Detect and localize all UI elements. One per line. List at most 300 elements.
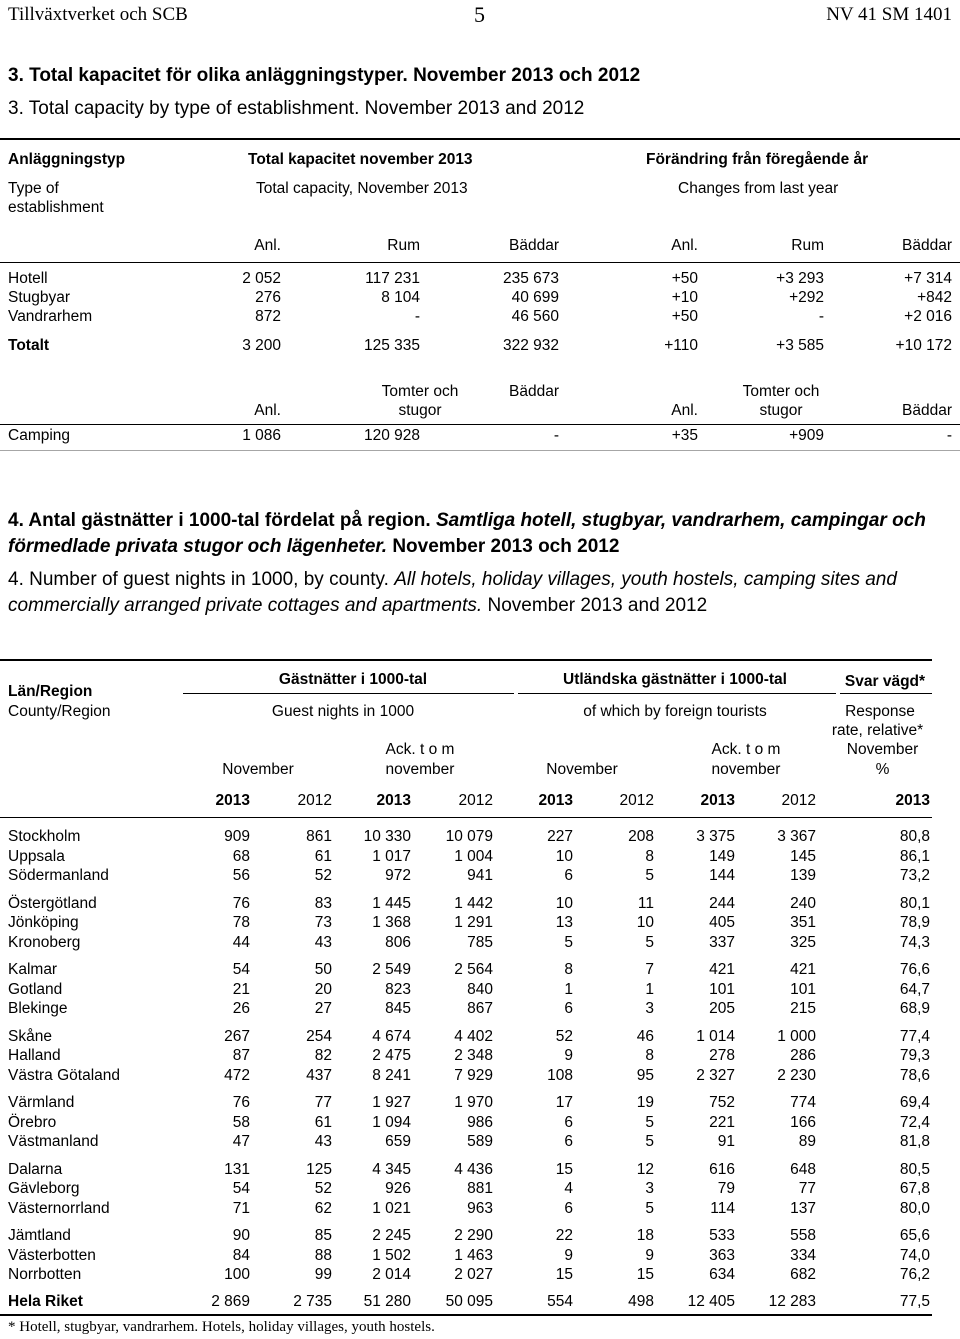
cell: 87 (232, 1047, 250, 1064)
cell: 659 (385, 1133, 411, 1150)
cell: 845 (385, 1000, 411, 1017)
cell: 21 (232, 980, 250, 998)
cell: 84 (232, 1246, 250, 1264)
cell: 941 (467, 867, 493, 884)
row-label: Totalt (8, 337, 50, 354)
cell: - (553, 427, 559, 444)
cell: - (818, 308, 824, 325)
cell: 61 (314, 847, 332, 865)
cell: 1 021 (372, 1199, 411, 1217)
cell: +10 172 (895, 337, 952, 354)
cell: 1 086 (242, 427, 281, 444)
table3-top-rule (0, 138, 960, 140)
table-row (0, 1180, 960, 1200)
cell: 3 (645, 1180, 654, 1197)
cell: 10 079 (445, 828, 493, 845)
row-label: Södermanland (8, 867, 109, 884)
cell: 235 673 (502, 270, 559, 287)
table-row (0, 308, 960, 328)
total-row (0, 337, 960, 357)
cell: 46 (636, 1027, 654, 1045)
year-label: 2012 (297, 792, 332, 809)
table-row (0, 981, 960, 1001)
cell: 2 348 (454, 1047, 493, 1064)
cell: 91 (717, 1133, 735, 1150)
cell: 634 (709, 1266, 735, 1283)
cell: 19 (636, 1094, 654, 1111)
table-row (0, 961, 960, 981)
cell: 72,4 (899, 1113, 930, 1131)
cell: 6 (564, 867, 573, 884)
cell: 15 (555, 1266, 573, 1283)
cell: +10 (671, 289, 698, 306)
cell: 12 283 (768, 1293, 816, 1310)
cell: 5 (645, 1113, 654, 1131)
cell: 80,5 (899, 1160, 930, 1178)
cell: 85 (314, 1227, 332, 1244)
cell: 78,9 (899, 914, 930, 931)
row-label: Värmland (8, 1094, 75, 1111)
cell: 421 (790, 961, 816, 978)
table-row (0, 914, 960, 934)
cell: 89 (798, 1133, 816, 1150)
cell: 68,9 (899, 1000, 930, 1017)
row-label: Stugbyar (8, 289, 71, 306)
year-label: 2013 (700, 792, 735, 809)
cell: 276 (255, 289, 281, 306)
cell: 9 (564, 1047, 573, 1064)
t3-header-rule (0, 262, 960, 263)
cell: 77 (314, 1094, 332, 1111)
cell: 1 502 (372, 1246, 411, 1264)
cell: 120 928 (363, 427, 420, 444)
t3-col-type-en-1: Type of (8, 180, 59, 197)
year-label: 2012 (781, 792, 816, 809)
cell: 11 (637, 894, 654, 912)
t3-subcol: Bäddar (902, 237, 952, 254)
table-row (0, 1133, 960, 1153)
row-label: Gotland (8, 980, 63, 998)
cell: 1 970 (454, 1094, 493, 1111)
cell: 205 (709, 1000, 735, 1017)
t4-group3-sv: Svar vägd* (844, 673, 926, 690)
cell: 2 564 (454, 961, 493, 978)
row-label: Norrbotten (8, 1266, 82, 1283)
cell: 15 (555, 1160, 573, 1178)
cell: 9 (645, 1246, 654, 1264)
table-row (0, 1094, 960, 1114)
cell: 861 (306, 828, 332, 845)
cell: 50 095 (445, 1293, 493, 1310)
cell: 8 (645, 1047, 654, 1064)
cell: 52 (314, 1180, 332, 1197)
cell: 139 (790, 867, 816, 884)
section4-title-en (8, 567, 958, 619)
cell: 840 (467, 980, 493, 998)
row-label: Blekinge (8, 1000, 68, 1017)
cell: +2 016 (904, 308, 952, 325)
cell: 337 (709, 933, 735, 951)
cell: 77 (798, 1180, 816, 1197)
cell: 74,0 (899, 1246, 930, 1264)
cell: 79,3 (899, 1047, 930, 1064)
cell: 926 (385, 1180, 411, 1197)
cell: 648 (790, 1160, 816, 1178)
cell: 67,8 (899, 1180, 930, 1197)
section4-title-sv (8, 508, 958, 560)
cell: +35 (671, 427, 698, 444)
cell: 363 (709, 1246, 735, 1264)
cell: 2 290 (454, 1227, 493, 1244)
cell: 1 291 (454, 914, 493, 931)
cell: 8 (645, 847, 654, 865)
year-label: 2013 (376, 792, 411, 809)
cell: 101 (790, 980, 816, 998)
cell: 6 (564, 1199, 573, 1217)
cell: 77,4 (899, 1027, 930, 1045)
cell: 5 (645, 1199, 654, 1217)
row-label: Västernorrland (8, 1199, 110, 1217)
cell: 2 549 (372, 961, 411, 978)
table-row (0, 828, 960, 848)
cell: 4 345 (372, 1160, 411, 1178)
cell: 2 245 (372, 1227, 411, 1244)
cell: 76,6 (899, 961, 930, 978)
cell: +50 (671, 308, 698, 325)
cell: 20 (314, 980, 332, 998)
camping-col-anl: Anl. (254, 402, 281, 419)
t4-group2-en: of which by foreign tourists (583, 703, 767, 720)
total-row (0, 1293, 960, 1313)
table-row (0, 1067, 960, 1087)
year-label: 2013 (895, 792, 930, 809)
t3-subcol: Bäddar (509, 237, 559, 254)
t4-group1-sv: Gästnätter i 1000-tal (278, 671, 428, 688)
table-row (0, 1028, 960, 1048)
t3-col-type-sv: Anläggningstyp (8, 151, 126, 168)
cell: 95 (636, 1066, 654, 1084)
cell: 4 402 (454, 1027, 493, 1045)
row-label: Västra Götaland (8, 1066, 121, 1084)
s4-title-en-plain-end: November 2013 and 2012 (487, 595, 708, 616)
cell: 8 104 (381, 289, 420, 306)
cell: +842 (917, 289, 952, 306)
cell: 437 (306, 1066, 332, 1084)
cell: 1 000 (777, 1027, 816, 1045)
cell: 244 (709, 894, 735, 912)
row-label: Gävleborg (8, 1180, 80, 1197)
cell: 867 (467, 1000, 493, 1017)
t4-year-row (0, 792, 960, 812)
cell: 8 241 (372, 1066, 411, 1084)
year-label: 2012 (619, 792, 654, 809)
t3-subheader-row (0, 237, 960, 257)
row-label: Halland (8, 1047, 61, 1064)
row-label: Uppsala (8, 847, 65, 865)
cell: 240 (790, 894, 816, 912)
cell: 76,2 (899, 1266, 930, 1283)
camping-col-stugor: stugor (759, 402, 803, 419)
cell: 325 (790, 933, 816, 951)
cell: 12 (636, 1160, 654, 1178)
cell: 5 (645, 867, 654, 884)
cell: 114 (710, 1199, 735, 1217)
t4-ack-2: november (711, 761, 781, 778)
cell: 145 (790, 847, 816, 865)
cell: 65,6 (899, 1227, 930, 1244)
header-left: Tillväxtverket och SCB (8, 4, 188, 25)
cell: 18 (636, 1227, 654, 1244)
row-label: Hotell (8, 270, 48, 287)
section3-title-sv: 3. Total kapacitet för olika anläggningstyper. November 2013 och 2012 (8, 65, 641, 86)
cell: 26 (232, 1000, 250, 1017)
cell: 616 (709, 1160, 735, 1178)
row-label: Örebro (8, 1113, 57, 1131)
cell: 82 (314, 1047, 332, 1064)
t4-group3-en-3: November (846, 741, 919, 758)
year-label: 2013 (215, 792, 250, 809)
cell: 3 (645, 1000, 654, 1017)
row-label: Skåne (8, 1027, 52, 1045)
t4-group3-rule (840, 693, 932, 694)
cell: 322 932 (502, 337, 559, 354)
cell: 215 (790, 1000, 816, 1017)
cell: 286 (790, 1047, 816, 1064)
cell: +909 (789, 427, 824, 444)
cell: 52 (314, 867, 332, 884)
cell: 44 (232, 933, 250, 951)
cell: 221 (709, 1113, 735, 1131)
cell: +7 314 (904, 270, 952, 287)
cell: 22 (555, 1227, 573, 1244)
cell: 498 (628, 1293, 654, 1310)
cell: 108 (547, 1066, 573, 1084)
cell: 76 (232, 894, 250, 912)
table4-bottom-rule (0, 1314, 932, 1316)
cell: 47 (232, 1133, 250, 1150)
t4-group2-rule (518, 693, 836, 694)
row-label: Hela Riket (8, 1293, 83, 1310)
camping-subheader-1 (0, 383, 960, 403)
cell: 8 (564, 961, 573, 978)
t4-group3-en-2: rate, relative* (831, 722, 924, 739)
camping-col-baddar: Bäddar (902, 402, 952, 419)
cell: +50 (671, 270, 698, 287)
t4-group2-sv: Utländska gästnätter i 1000-tal (563, 671, 787, 688)
cell: 254 (306, 1027, 332, 1045)
cell: 972 (385, 867, 411, 884)
cell: 61 (314, 1113, 332, 1131)
cell: 73 (314, 914, 332, 931)
cell: 101 (709, 980, 735, 998)
cell: 43 (314, 933, 332, 951)
cell: 405 (709, 914, 735, 931)
cell: 2 014 (372, 1266, 411, 1283)
cell: 77,5 (899, 1293, 930, 1310)
table-row (0, 1266, 960, 1286)
cell: 100 (224, 1266, 250, 1283)
cell: 278 (709, 1047, 735, 1064)
year-label: 2012 (458, 792, 493, 809)
cell: 50 (314, 961, 332, 978)
t3-group2-sv: Förändring från föregående år (646, 151, 869, 168)
camping-row (0, 427, 960, 447)
cell: 5 (645, 933, 654, 951)
cell: 78,6 (899, 1066, 930, 1084)
cell: 6 (564, 1000, 573, 1017)
cell: 62 (314, 1199, 332, 1217)
cell: 71 (232, 1199, 250, 1217)
cell: 73,2 (899, 867, 930, 884)
s4-title-sv-italic: Samtliga hotell, stugbyar, vandrarhem, campingar och förmedlade privata stugor och lägenheter. (8, 510, 926, 557)
table-row (0, 1114, 960, 1134)
cell: 1 (645, 980, 654, 998)
cell: 80,0 (899, 1199, 930, 1217)
cell: 1 368 (372, 914, 411, 931)
row-label: Kalmar (8, 961, 58, 978)
t3-group1-sv: Total kapacitet november 2013 (248, 151, 473, 168)
cell: 3 367 (777, 828, 816, 845)
cell: 10 (555, 894, 573, 912)
t4-group3-en-4: % (875, 761, 890, 778)
cell: 10 330 (363, 828, 411, 845)
t3-group1-en: Total capacity, November 2013 (256, 180, 468, 197)
cell: 27 (314, 1000, 332, 1017)
cell: 208 (628, 828, 654, 845)
cell: 15 (636, 1266, 654, 1283)
row-label: Dalarna (8, 1160, 63, 1178)
cell: 823 (385, 980, 411, 998)
cell: 533 (709, 1227, 735, 1244)
cell: 9 (564, 1246, 573, 1264)
cell: 6 (564, 1133, 573, 1150)
cell: 1 463 (454, 1246, 493, 1264)
row-label: Kronoberg (8, 933, 81, 951)
cell: +3 585 (776, 337, 824, 354)
cell: 78 (232, 914, 250, 931)
cell: 68 (232, 847, 250, 865)
cell: 2 327 (696, 1066, 735, 1084)
cell: 13 (555, 914, 573, 931)
cell: 267 (224, 1027, 250, 1045)
row-label: Västerbotten (8, 1246, 96, 1264)
cell: 131 (224, 1160, 250, 1178)
cell: 46 560 (511, 308, 559, 325)
t4-col-region-sv: Län/Region (8, 683, 93, 700)
cell: 125 335 (363, 337, 420, 354)
cell: 5 (564, 933, 573, 951)
cell: 421 (709, 961, 735, 978)
cell: 2 869 (211, 1293, 250, 1310)
cell: 7 929 (454, 1066, 493, 1084)
cell: 144 (709, 867, 735, 884)
cell: 64,7 (899, 980, 930, 998)
cell: 88 (314, 1246, 332, 1264)
cell: 2 735 (293, 1293, 332, 1310)
table-row (0, 289, 960, 309)
t4-group1-rule (183, 693, 514, 694)
t4-november: November (222, 761, 294, 778)
cell: 54 (232, 1180, 250, 1197)
cell: 17 (555, 1094, 573, 1111)
cell: 86,1 (899, 847, 930, 865)
cell: 149 (709, 847, 735, 865)
cell: 806 (385, 933, 411, 951)
camping-col-anl: Anl. (671, 402, 698, 419)
cell: 40 699 (511, 289, 559, 306)
table-row (0, 1200, 960, 1220)
t4-ack-2: november (385, 761, 455, 778)
cell: 1 017 (372, 847, 411, 865)
table-row (0, 1047, 960, 1067)
row-label: Östergötland (8, 894, 97, 912)
row-label: Vandrarhem (8, 308, 93, 325)
cell: 83 (314, 894, 332, 912)
cell: 774 (790, 1094, 816, 1111)
table-row (0, 848, 960, 868)
t4-header-rule (0, 817, 932, 818)
table-row (0, 1227, 960, 1247)
cell: 334 (790, 1246, 816, 1264)
row-label: Jönköping (8, 914, 79, 931)
cell: 125 (306, 1160, 332, 1178)
camping-col-tomter: Tomter och (381, 383, 459, 400)
table-row (0, 1247, 960, 1267)
table-row (0, 1161, 960, 1181)
camping-header-rule (0, 424, 960, 425)
t3-subcol: Rum (791, 237, 824, 254)
cell: 1 004 (454, 847, 493, 865)
cell: 10 (636, 914, 654, 931)
section3-title-en: 3. Total capacity by type of establishment. November 2013 and 2012 (8, 98, 585, 119)
cell: 99 (314, 1266, 332, 1283)
camping-col-stugor: stugor (398, 402, 442, 419)
cell: 80,1 (899, 894, 930, 912)
s4-title-en-italic: All hotels, holiday villages, youth hostels, camping sites and commercially arranged private cottages and apartments. (8, 569, 897, 616)
row-label: Jämtland (8, 1227, 71, 1244)
cell: 81,8 (899, 1133, 930, 1150)
cell: - (946, 427, 952, 444)
cell: 54 (232, 961, 250, 978)
cell: 90 (232, 1227, 250, 1244)
cell: 3 200 (242, 337, 281, 354)
cell: 6 (564, 1113, 573, 1131)
cell: 69,4 (899, 1094, 930, 1111)
t3-subcol: Anl. (671, 237, 698, 254)
cell: 76 (232, 1094, 250, 1111)
cell: 4 (564, 1180, 573, 1197)
table-row (0, 934, 960, 954)
t3-subcol: Anl. (254, 237, 281, 254)
t3-col-type-en-2: establishment (8, 199, 104, 216)
cell: 12 405 (687, 1293, 735, 1310)
row-label: Västmanland (8, 1133, 99, 1150)
cell: 227 (547, 828, 573, 845)
cell: 1 442 (454, 894, 493, 912)
camping-subheader-2 (0, 402, 960, 422)
cell: 963 (467, 1199, 493, 1217)
cell: 137 (790, 1199, 816, 1217)
header-right: NV 41 SM 1401 (826, 4, 952, 25)
cell: 166 (790, 1113, 816, 1131)
cell: 56 (232, 867, 250, 884)
cell: 986 (467, 1113, 493, 1131)
cell: 2 027 (454, 1266, 493, 1283)
cell: 3 375 (696, 828, 735, 845)
cell: 2 475 (372, 1047, 411, 1064)
t3-subcol: Rum (387, 237, 420, 254)
t4-ack-1: Ack. t o m (385, 741, 455, 758)
